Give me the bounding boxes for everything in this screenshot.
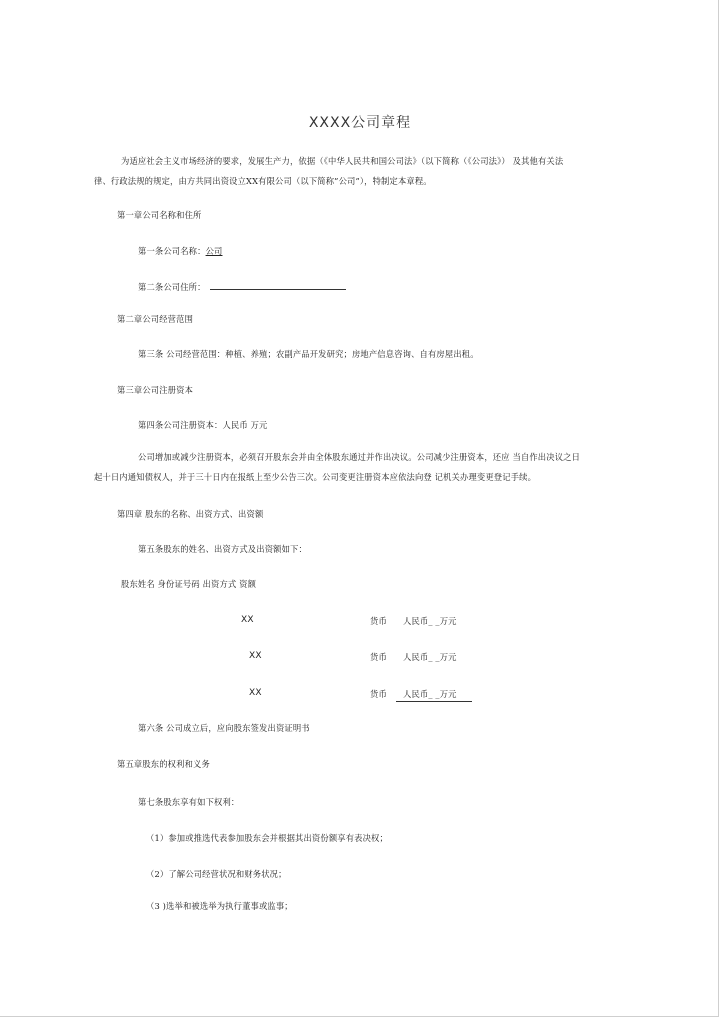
- shareholder-1-name: XX: [241, 615, 254, 625]
- chapter-2-heading: 第二章公司经营范围: [117, 314, 194, 324]
- article-2-label: 第二条公司住所：: [138, 282, 206, 292]
- shareholder-3-underline: [396, 701, 472, 702]
- chapter-5-heading: 第五章股东的权利和义务: [117, 759, 210, 769]
- chapter-1-heading: 第一章公司名称和住所: [117, 210, 202, 220]
- right-3: （3 )选举和被选举为执行董事或监事；: [146, 901, 293, 911]
- article-5: 第五条股东的姓名、出资方式及出资额如下：: [138, 544, 307, 554]
- shareholder-3-amount: 人民币_ _万元: [403, 689, 457, 699]
- article-1: [138, 245, 222, 257]
- article-1-company-name: 公司: [205, 246, 223, 256]
- shareholder-2-method: 货币: [370, 652, 387, 662]
- article-6: 第六条 公司成立后，应向股东签发出资证明书: [138, 723, 310, 733]
- address-blank-line: [210, 281, 346, 290]
- shareholder-3-method: 货币: [370, 689, 387, 699]
- shareholder-3-name: XX: [249, 688, 262, 698]
- article-3: 第三条 公司经营范围：种植、养殖；农副产品开发研究；房地产信息咨询、自有房屋出租。: [138, 349, 479, 359]
- article-4: 第四条公司注册资本：人民币 万元: [138, 420, 268, 430]
- preamble-line-2: 律、行政法规的规定，由方共同出资设立XX有限公司（以下简称”公司”），特制定本章程。: [94, 176, 432, 186]
- capital-paragraph-line-1: 公司增加或减少注册资本，必须召开股东会并由全体股东通过并作出决议。公司减少注册资本，还应 当自作出决议之日: [138, 452, 581, 462]
- capital-paragraph-line-2: 起十日内通知债权人，并于三十日内在报纸上至少公告三次。公司变更注册资本应依法向登 记机关办理变更登记手续。: [94, 472, 537, 482]
- article-2: [138, 281, 346, 293]
- shareholder-1-method: 货币: [370, 616, 387, 626]
- document-title: XXXX公司章程: [308, 115, 412, 131]
- article-7: 第七条股东享有如下权利：: [138, 797, 240, 807]
- shareholder-1-amount: 人民币_ _万元: [403, 616, 457, 626]
- right-1: （1）参加或推选代表参加股东会并根据其出资份额享有表决权；: [146, 833, 388, 843]
- chapter-3-heading: 第三章公司注册资本: [117, 385, 194, 395]
- shareholder-table-header: 股东姓名 身份证号码 出资方式 资额: [121, 579, 257, 589]
- preamble-line-1: 为适应社会主义市场经济的要求，发展生产力，依据（《中华人民共和国公司法》（以下简称（《公司法》） 及其他有关法: [121, 156, 564, 166]
- chapter-4-heading: 第四章 股东的名称、出资方式、出资额: [117, 509, 264, 519]
- shareholder-2-amount: 人民币_ _万元: [403, 652, 457, 662]
- right-2: （2）了解公司经营状况和财务状况；: [146, 869, 287, 879]
- shareholder-2-name: XX: [249, 651, 262, 661]
- article-1-label: 第一条公司名称：: [138, 246, 206, 256]
